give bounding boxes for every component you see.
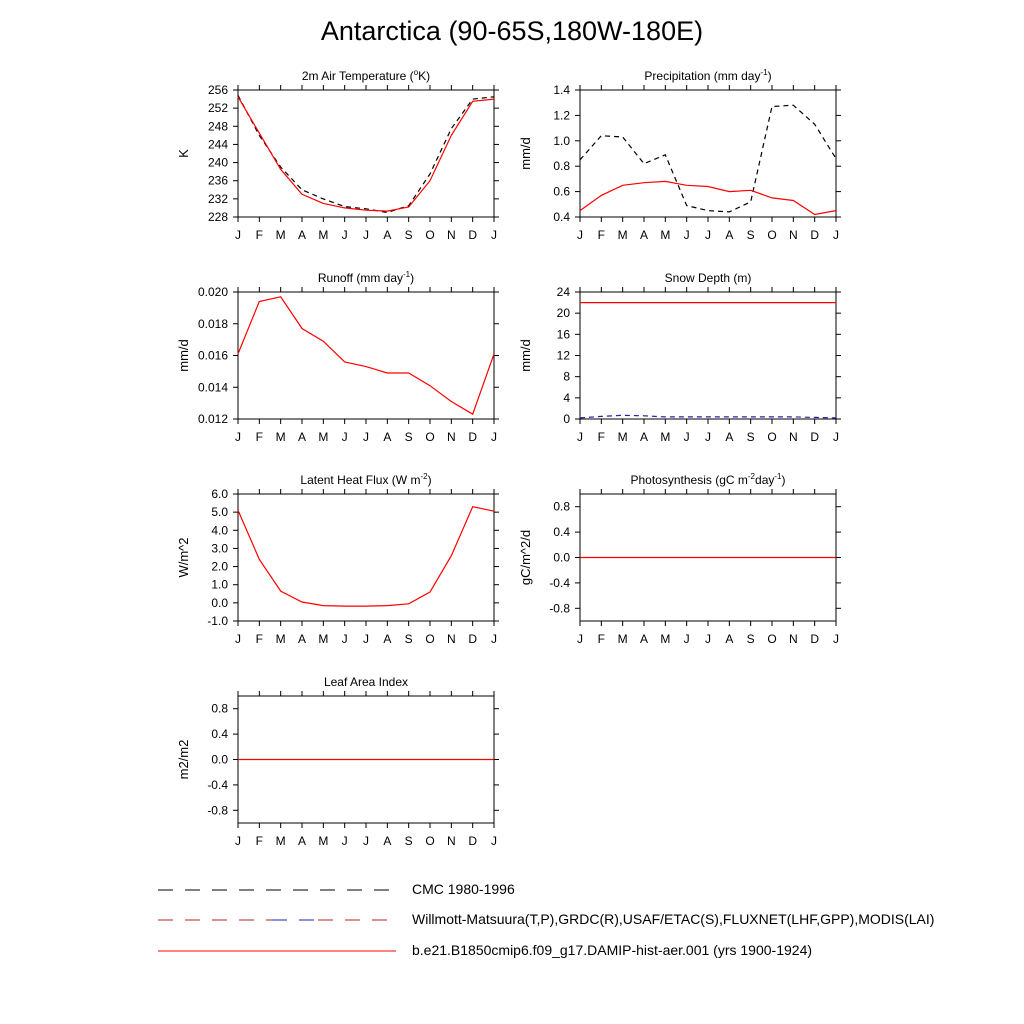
y-tick-label: 0.016 [197,348,228,363]
legend-label: CMC 1980-1996 [412,881,515,897]
x-tick-label: N [788,228,798,242]
y-tick-label: -0.8 [549,601,570,616]
y-tick-label: 0.4 [553,210,570,224]
x-tick-label: D [468,228,478,242]
plot-frame [238,494,494,621]
y-axis-label: gC/m^2/d [518,529,533,586]
x-tick-label: J [235,430,241,444]
x-tick-label: M [617,430,628,444]
x-tick-label: M [318,228,329,242]
x-tick-label: J [363,228,369,242]
x-tick-label: J [577,430,583,444]
y-axis-label: mm/d [518,137,533,170]
x-tick-label: N [446,834,456,848]
y-tick-label: -0.4 [207,777,228,792]
y-tick-label: 0.4 [553,525,570,540]
x-tick-label: F [255,430,264,444]
x-tick-label: J [235,834,241,848]
x-tick-label: O [767,430,777,444]
x-tick-label: A [725,632,734,646]
chart-title: Leaf Area Index [323,675,409,689]
x-tick-label: J [491,632,497,646]
y-axis-label: K [176,149,191,158]
x-tick-label: J [363,430,369,444]
x-tick-label: M [660,632,671,646]
series-line-1 [238,297,494,414]
y-tick-label: 232 [207,191,228,206]
chart-panel-3 [176,270,499,444]
chart-panel-6 [518,472,841,646]
x-tick-label: A [383,834,392,848]
series-line-1 [238,95,494,212]
y-axis-label: W/m^2 [176,537,191,578]
plot-frame [238,292,494,419]
series-line-1 [238,507,494,606]
y-tick-label: 2.0 [211,559,228,574]
x-tick-label: J [235,632,241,646]
y-tick-label: 20 [556,306,570,321]
x-tick-label: O [767,228,777,242]
plot-frame [580,90,836,217]
y-tick-label: 0.4 [211,727,228,742]
x-tick-label: N [446,430,456,444]
y-tick-label: 0.0 [211,595,228,610]
x-tick-label: A [639,228,649,242]
y-tick-label: -0.8 [207,803,228,818]
chart-title: 2m Air Temperature ($^o$K) [301,68,431,83]
x-tick-label: D [468,632,478,646]
x-tick-label: M [275,632,286,646]
x-tick-label: M [318,430,329,444]
x-tick-label: N [446,228,456,242]
y-axis-label: mm/d [518,339,533,372]
y-tick-label: 240 [207,155,228,170]
y-tick-label: 0.018 [197,316,228,331]
y-tick-label: 248 [207,119,228,134]
legend-swatch-dash-black [158,880,398,900]
x-tick-label: M [275,228,286,242]
y-tick-label: 3.0 [211,541,228,556]
x-tick-label: A [297,632,307,646]
x-tick-label: J [491,228,497,242]
x-tick-label: F [597,430,606,444]
x-tick-label: J [491,430,497,444]
x-tick-label: J [705,430,711,444]
y-tick-label: 0.8 [211,701,228,716]
y-tick-label: 0.0 [211,752,228,767]
plot-frame [580,292,836,419]
x-tick-label: S [746,228,755,242]
x-tick-label: O [425,632,435,646]
x-tick-label: M [318,834,329,848]
x-tick-label: A [639,632,649,646]
x-tick-label: F [597,632,606,646]
x-tick-label: D [810,430,820,444]
x-tick-label: S [404,834,413,848]
page-title: Antarctica (90-65S,180W-180E) [320,16,704,46]
y-tick-label: 12 [556,348,570,363]
y-tick-label: 1.0 [553,133,570,148]
x-tick-label: J [341,228,348,242]
plot-frame [238,90,494,217]
x-tick-label: D [810,632,820,646]
chart-panel-7 [176,675,499,848]
x-tick-label: J [833,228,839,242]
x-tick-label: J [683,430,690,444]
x-tick-label: J [833,632,839,646]
y-tick-label: 4 [563,390,570,405]
chart-title: Runoff (mm day$^{-1}$) [317,270,415,285]
x-tick-label: D [468,834,478,848]
y-tick-label: 16 [556,327,570,342]
y-tick-label: 24 [556,285,570,299]
y-tick-label: -1.0 [207,614,228,628]
x-tick-label: A [297,430,307,444]
x-tick-label: S [404,228,413,242]
x-tick-label: J [833,430,839,444]
x-tick-label: D [810,228,820,242]
y-tick-label: 0.8 [553,159,570,174]
x-tick-label: J [341,632,348,646]
x-tick-label: J [491,834,497,848]
chart-panel-5 [176,472,499,646]
y-tick-label: 4.0 [211,523,228,538]
chart-panel-2 [518,68,841,242]
x-tick-label: M [318,632,329,646]
x-tick-label: N [446,632,456,646]
y-tick-label: 0 [563,412,570,426]
legend-swatch-solid-red [158,941,398,961]
x-tick-label: A [639,430,649,444]
x-tick-label: A [725,228,734,242]
legend-label: b.e21.B1850cmip6.f09_g17.DAMIP-hist-aer.001 (yrs 1900-1924) [412,942,813,958]
x-tick-label: N [788,632,798,646]
y-tick-label: 256 [207,83,228,97]
y-tick-label: 0.6 [553,184,570,199]
x-tick-label: F [597,228,606,242]
chart-title: Snow Depth (m) [664,271,752,285]
chart-title: Photosynthesis (gC $m^{-2}day^{-1}$) [630,472,786,487]
legend-label: Willmott-Matsuura(T,P),GRDC(R),USAF/ETAC(S),FLUXNET(LHF,GPP),MODIS(LAI) [412,911,935,927]
x-tick-label: S [746,632,755,646]
y-axis-label: m2/m2 [176,739,191,780]
x-tick-label: J [705,228,711,242]
x-tick-label: J [577,632,583,646]
x-tick-label: J [341,430,348,444]
y-tick-label: 0.0 [553,550,570,565]
x-tick-label: M [617,228,628,242]
series-line-2 [238,97,494,211]
x-tick-label: A [383,632,392,646]
chart-panel-1 [176,68,499,242]
x-tick-label: O [425,228,435,242]
y-tick-label: 252 [207,101,228,116]
x-tick-label: O [767,632,777,646]
x-tick-label: J [235,228,241,242]
x-tick-label: M [617,632,628,646]
y-tick-label: 1.0 [211,577,228,592]
x-tick-label: M [660,228,671,242]
y-tick-label: 8 [563,369,570,384]
x-tick-label: F [255,834,264,848]
legend-swatch-dash-red-blue [158,910,398,930]
y-tick-label: 6.0 [211,487,228,501]
x-tick-label: J [577,228,583,242]
x-tick-label: D [468,430,478,444]
x-tick-label: A [725,430,734,444]
x-tick-label: A [297,834,307,848]
x-tick-label: M [660,430,671,444]
x-tick-label: O [425,430,435,444]
x-tick-label: O [425,834,435,848]
x-tick-label: S [404,430,413,444]
y-tick-label: 0.014 [197,380,228,395]
x-tick-label: J [683,632,690,646]
y-axis-label: mm/d [176,339,191,372]
x-tick-label: J [683,228,690,242]
y-tick-label: 244 [207,137,228,152]
x-tick-label: J [341,834,348,848]
y-tick-label: 0.012 [197,412,228,426]
series-line-1 [580,415,836,418]
x-tick-label: J [705,632,711,646]
x-tick-label: J [363,834,369,848]
y-tick-label: 236 [207,173,228,188]
x-tick-label: J [363,632,369,646]
chart-panel-4 [518,271,841,444]
x-tick-label: N [788,430,798,444]
y-tick-label: 5.0 [211,505,228,520]
series-line-2 [580,181,836,214]
x-tick-label: M [275,834,286,848]
chart-title: Precipitation (mm day$^{-1}$) [644,68,772,83]
x-tick-label: S [746,430,755,444]
y-tick-label: 0.8 [553,499,570,514]
series-line-1 [580,105,836,212]
y-tick-label: 0.020 [197,285,228,299]
x-tick-label: A [383,430,392,444]
x-tick-label: S [404,632,413,646]
x-tick-label: F [255,632,264,646]
chart-title: Latent Heat Flux (W $m^{-2}$) [300,472,432,487]
y-tick-label: 1.4 [553,83,570,97]
x-tick-label: F [255,228,264,242]
x-tick-label: A [297,228,307,242]
x-tick-label: M [275,430,286,444]
y-tick-label: -0.4 [549,575,570,590]
y-tick-label: 228 [207,210,228,224]
y-tick-label: 1.2 [553,108,570,123]
x-tick-label: A [383,228,392,242]
